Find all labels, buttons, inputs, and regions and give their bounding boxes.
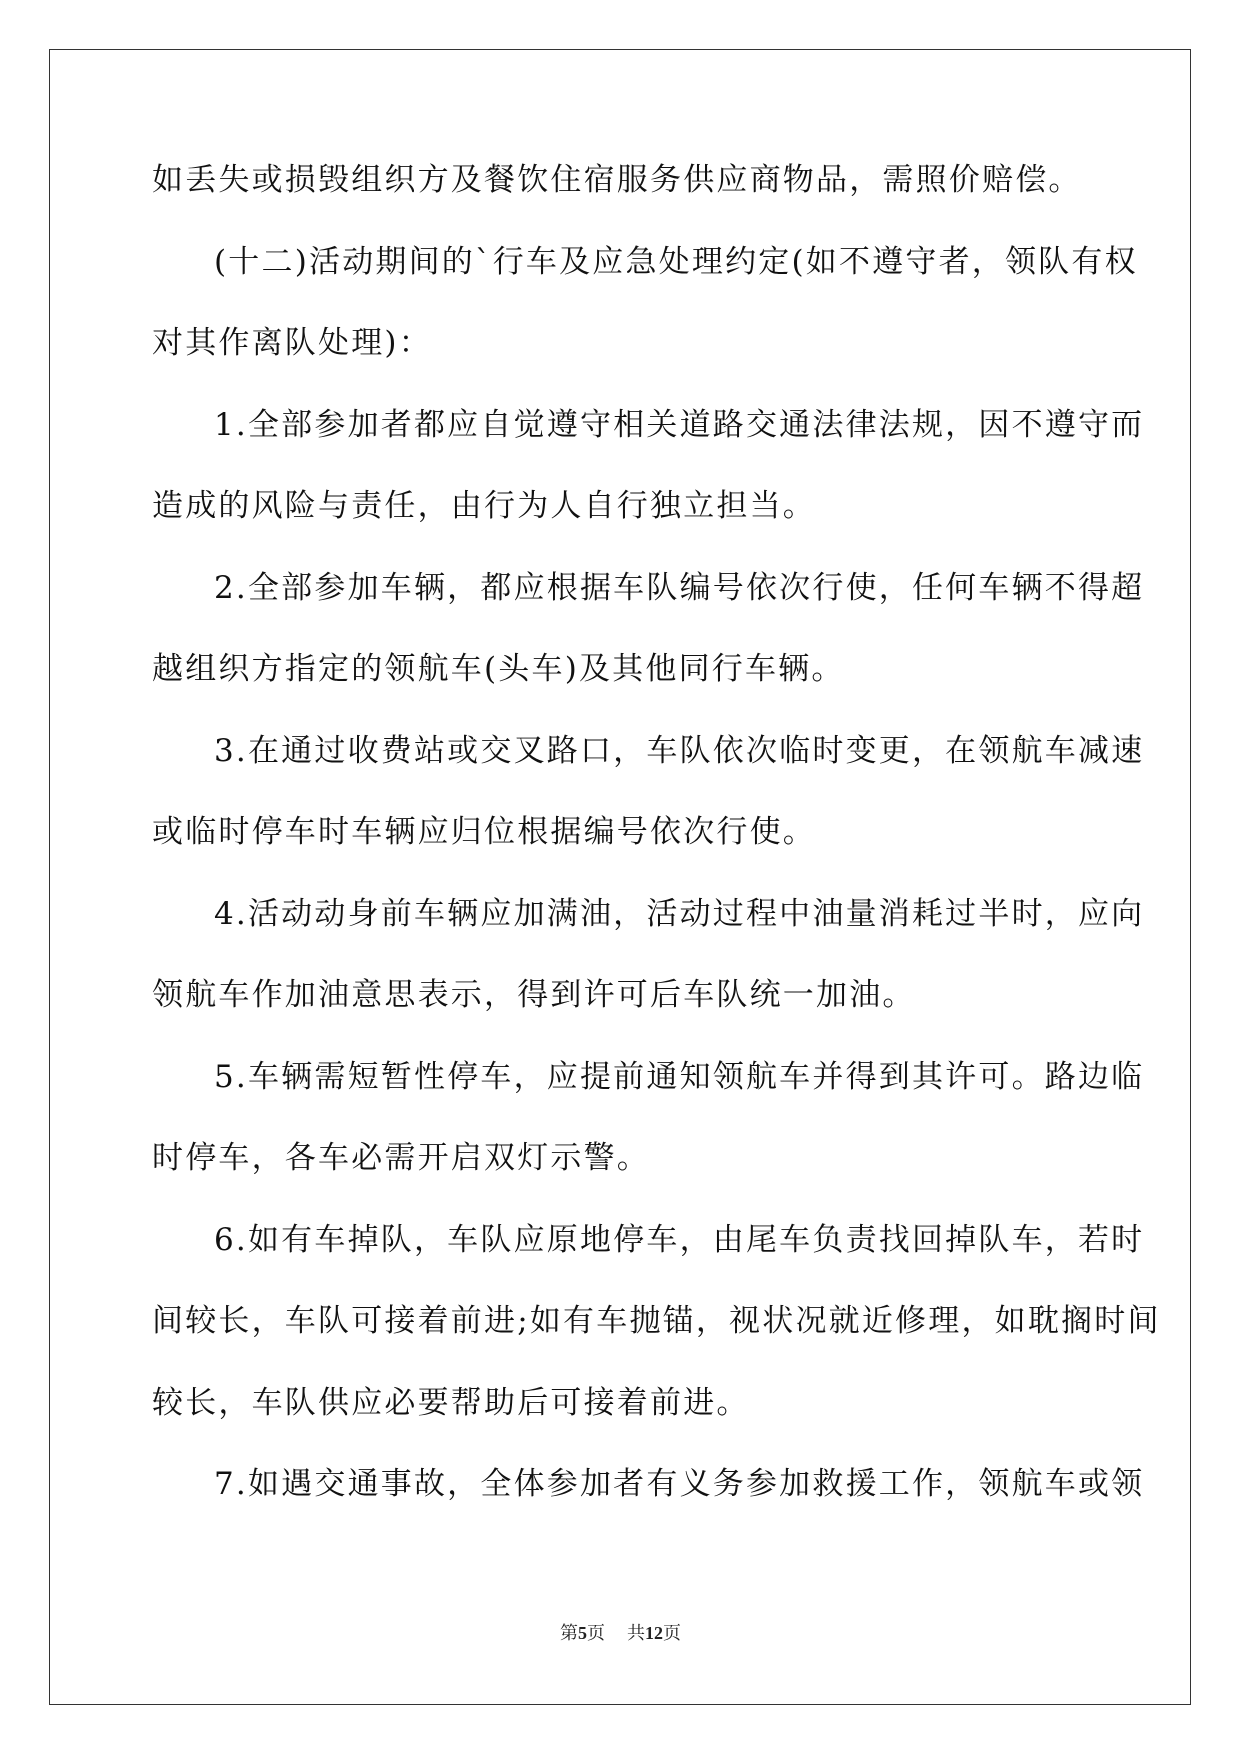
text-line: 或临时停车时车辆应归位根据编号依次行使。 xyxy=(152,814,816,850)
footer-prefix: 第 xyxy=(560,1623,578,1644)
footer-total-prefix: 共 xyxy=(627,1623,645,1644)
document-body xyxy=(152,140,1161,1526)
text-line: 7.如遇交通事故，全体参加者有义务参加救援工作，领航车或领 xyxy=(214,1466,1145,1502)
footer-total-word: 页 xyxy=(663,1623,681,1644)
text-line: 6.如有车掉队，车队应原地停车，由尾车负责找回掉队车，若时 xyxy=(214,1221,1145,1258)
text-line: 1.全部参加者都应自觉遵守相关道路交通法律法规，因不遵守而 xyxy=(214,406,1145,443)
text-line: (十二)活动期间的`行车及应急处理约定(如不遵守者，领队有权 xyxy=(214,243,1138,280)
text-line: 2.全部参加车辆，都应根据车队编号依次行使，任何车辆不得超 xyxy=(214,569,1145,606)
text-line: 4.活动动身前车辆应加满油，活动过程中油量消耗过半时，应向 xyxy=(214,895,1145,932)
footer-page-word: 页 xyxy=(587,1623,605,1644)
text-line: 间较长，车队可接着前进;如有车抛锚，视状况就近修理，如耽搁时间 xyxy=(152,1303,1161,1339)
text-line: 较长，车队供应必要帮助后可接着前进。 xyxy=(152,1384,750,1421)
text-line: 领航车作加油意思表示，得到许可后车队统一加油。 xyxy=(152,977,916,1013)
text-line: 时停车，各车必需开启双灯示警。 xyxy=(152,1140,650,1176)
current-page-number: 5 xyxy=(578,1623,587,1643)
text-line: 5.车辆需短暂性停车，应提前通知领航车并得到其许可。路边临 xyxy=(214,1058,1145,1095)
text-line: 造成的风险与责任，由行为人自行独立担当。 xyxy=(152,488,816,524)
text-line: 对其作离队处理)： xyxy=(152,325,432,361)
text-line: 如丢失或损毁组织方及餐饮住宿服务供应商物品，需照价赔偿。 xyxy=(152,162,1082,198)
total-page-number: 12 xyxy=(645,1623,663,1643)
page-footer xyxy=(0,1621,1241,1646)
text-line: 越组织方指定的领航车(头车)及其他同行车辆。 xyxy=(152,651,845,687)
text-line: 3.在通过收费站或交叉路口，车队依次临时变更，在领航车减速 xyxy=(214,732,1145,769)
